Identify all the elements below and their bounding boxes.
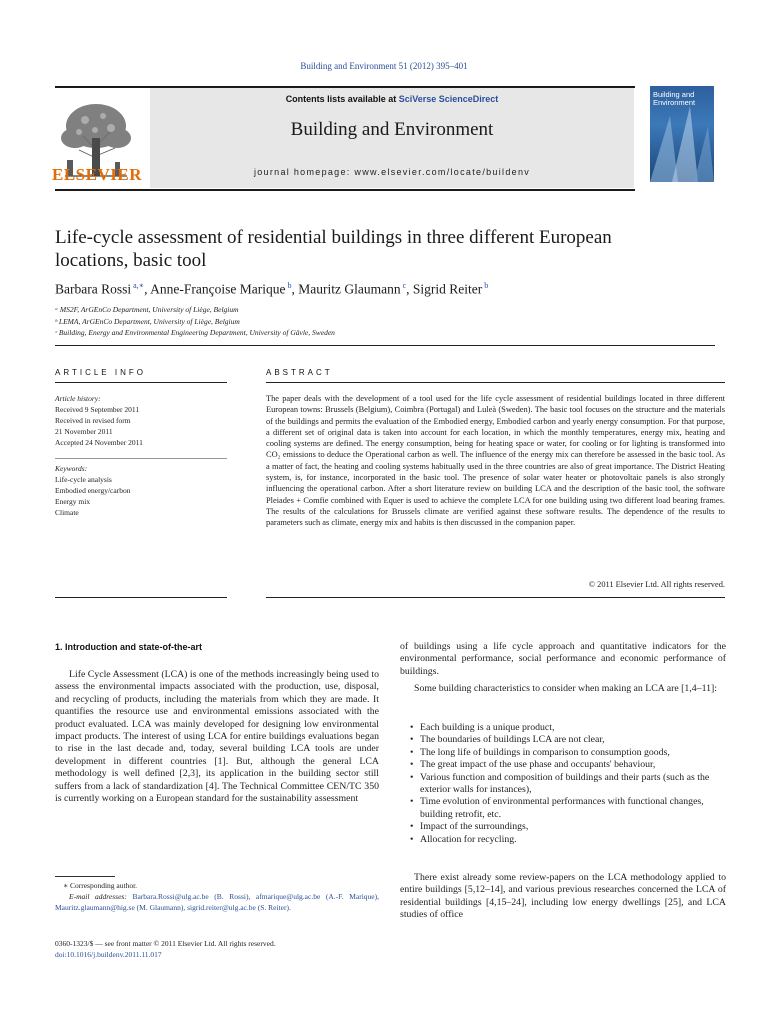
journal-homepage[interactable]: journal homepage: www.elsevier.com/locate/buildenv <box>253 167 531 177</box>
article-info-heading: ARTICLE INFO <box>55 368 146 377</box>
cover-title: Building and Environment <box>653 90 696 107</box>
author-affiliation-mark[interactable]: c <box>400 281 407 290</box>
list-item: • The great impact of the use phase and occupants' behaviour, <box>410 759 726 771</box>
author-affiliation-mark[interactable]: b <box>482 281 489 290</box>
section-heading: 1. Introduction and state-of-the-art <box>55 642 202 652</box>
footnote-rule <box>55 876 115 877</box>
list-item: • The long life of buildings in comparison to consumption goods, <box>410 747 726 759</box>
footnote <box>55 880 379 913</box>
author-affiliation-mark[interactable]: b <box>285 281 292 290</box>
abstract-heading: ABSTRACT <box>266 368 333 377</box>
issn-text: 0360-1323/$ — see front matter © 2011 Elsevier Ltd. All rights reserved. <box>55 939 276 948</box>
author-name: Anne-Françoise Marique <box>150 281 286 297</box>
author-name: Barbara Rossi <box>55 281 132 297</box>
abstract-rule-bottom <box>266 597 725 598</box>
article-info-rule-middle <box>55 458 227 459</box>
email-label: E-mail addresses: <box>69 892 127 901</box>
intro-paragraph-right-1: of buildings using a life cycle approach and quantitative indicators for the environmental performance, social performance and economic performance of buildings. <box>400 641 726 677</box>
list-item: • Time evolution of environmental performances with functional changes, building retrofit, etc. <box>410 796 726 821</box>
issn-line <box>55 938 379 960</box>
keyword: Embodied energy/carbon <box>55 486 131 495</box>
header-rule-bottom <box>55 189 635 191</box>
author-name: Mauritz Glaumann <box>298 281 401 297</box>
elsevier-wordmark: ELSEVIER <box>52 165 142 184</box>
history-item: Received in revised form <box>55 416 131 425</box>
list-item: • Each building is a unique product, <box>410 722 726 734</box>
keyword: Climate <box>55 508 79 517</box>
list-item: • Allocation for recycling. <box>410 834 726 846</box>
keywords <box>55 463 227 518</box>
intro-paragraph-right-2: Some building characteristics to consider when making an LCA are [1,4–11]: <box>414 683 717 694</box>
affiliation-a: ᵃ MS2F, ArGEnCo Department, University of Liège, Belgium <box>55 305 239 314</box>
author-name: Sigrid Reiter <box>412 281 483 297</box>
list-item: • The boundaries of buildings LCA are not clear, <box>410 734 726 746</box>
abstract-rule-top <box>266 382 725 383</box>
affiliation-c: ᶜ Building, Energy and Environmental Engineering Department, University of Gävle, Sweden <box>55 328 335 337</box>
article-info-rule-bottom <box>55 597 227 598</box>
corresponding-author: ∗ Corresponding author. <box>63 881 138 890</box>
affiliation-rule <box>55 345 715 346</box>
journal-citation[interactable]: Building and Environment 51 (2012) 395–401 <box>300 61 468 71</box>
author-affiliation-mark[interactable]: a,∗ <box>131 281 145 290</box>
abstract-copyright: © 2011 Elsevier Ltd. All rights reserved. <box>588 580 725 589</box>
article-history <box>55 393 227 448</box>
sciencedirect-link[interactable]: SciVerse ScienceDirect <box>398 94 499 104</box>
article-title: Life-cycle assessment of residential buildings in three different European locations, basic tool <box>55 227 612 271</box>
keywords-label: Keywords: <box>55 464 88 473</box>
history-label: Article history: <box>55 394 101 403</box>
contents-prefix: Contents lists available at <box>285 94 399 104</box>
history-item: Accepted 24 November 2011 <box>55 438 143 447</box>
author-emails[interactable]: Barbara.Rossi@ulg.ac.be (B. Rossi), afmarique@ulg.ac.be (A.-F. Marique), Mauritz.glaumann@hig.se (M. Glaumann), sigrid.reiter@ulg.ac.be (S. Reiter). <box>55 892 380 912</box>
journal-title: Building and Environment <box>290 119 494 140</box>
doi-link[interactable]: doi:10.1016/j.buildenv.2011.11.017 <box>55 950 162 959</box>
intro-paragraph-left: Life Cycle Assessment (LCA) is one of the methods increasingly being used to assess the environmental impacts associated with the production, use, disposal, and recycling of products, including the materials from which they are made. It quantifies the resource use and environmental emissions associated with the product evaluated. LCA was mainly developed for designing low environmental impact products. The interest of using LCA for entire buildings evaluations began to rise in the last decade and, today, several building LCA tools are under development in different countries [1]. But, although the general LCA methodology is well defined [2,3], its application in the building sector still suffers from a lack of standardization [4]. The Technical Committee CEN/TC 350 is currently working on a European standard for the sustainability assessment <box>55 669 379 805</box>
intro-paragraph-right-3: There exist already some review-papers on the LCA methodology applied to entire buildings [5,12–14], and various previous researches concerned the LCA of residential buildings [4,15–24], including low energy dwellings [25], and LCA studies of office <box>400 872 726 921</box>
keyword: Energy mix <box>55 497 91 506</box>
contents-line <box>150 94 634 104</box>
author-list: Barbara Rossi $^{a,∗}$, Anne-Françoise Marique $^b$, Mauritz Glaumann $^c$, Sigrid Reiter $^b$ <box>55 281 489 297</box>
list-item: • Various function and composition of buildings and their parts (such as the exterior walls for instances), <box>410 772 726 797</box>
list-item: • Impact of the surroundings, <box>410 821 726 833</box>
affiliation-b: ᵇ LEMA, ArGEnCo Department, University of Liège, Belgium <box>55 317 240 326</box>
history-item: 21 November 2011 <box>55 427 113 436</box>
history-item: Received 9 September 2011 <box>55 405 140 414</box>
abstract-text: The paper deals with the development of a tool used for the life cycle assessment of residential buildings located in three different European towns: Brussels (Belgium), Coimbra (Portugal) and Luleà (Sweden). The basic tool focuses on the structure and the materials of the buildings and permits the evaluation of the Embodied energy, Embodied carbon and yearly energy consumption. For that purpose, a different set of original data is taken into account for each location, in which the monthly temperatures, energy mix, heating and cooling systems are defined. The energy consumption, being for heating space or water, for cooling or for lighting is transformed into CO₂ emissions to deduce the Operational carbon as well. The influence of the energy mix can therefore be assessed in the basic tool. As a matter of fact, the heating and cooling systems habitually used in the three countries are also of great importance. The District Heating system, is, for instance, incorporated in the basic tool. The presence of solar water heater or photovoltaic panels is also strongly influencing the operational carbon. After a short literature review on building LCA and the description of the basic tool, the software Pleiades + Comfie combined with Equer is used to achieve the complete LCA for one building using two different load bearing frames. The results of the calculations for Brussels climate are verified against these software results. The dependence of the results to parameters such as climate, energy mix and habits is then discussed in the companion paper. <box>266 394 725 528</box>
keyword: Life-cycle analysis <box>55 475 112 484</box>
article-info-rule-top <box>55 382 227 383</box>
characteristics-list <box>410 722 726 846</box>
